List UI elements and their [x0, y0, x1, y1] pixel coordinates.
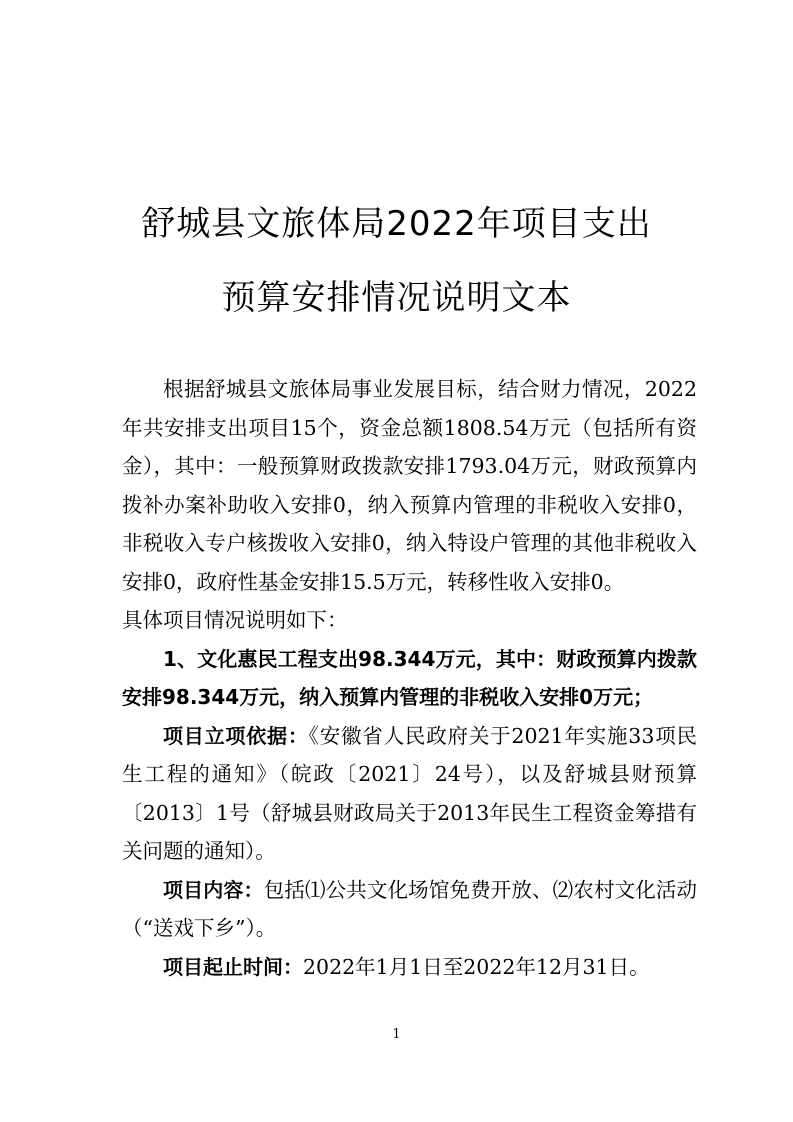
- item1-heading: 1、文化惠民工程支出98.344万元，其中：财政预算内拨款安排98.344万元，纳入预算内管理的非税收入安排0万元；: [122, 646, 697, 709]
- content-paragraph: [122, 871, 697, 948]
- document-body: [122, 370, 697, 986]
- content-label: 项目内容：: [163, 877, 264, 902]
- intro-text: 根据舒城县文旅体局事业发展目标，结合财力情况，2022年共安排支出项目15个，资金总额1808.54万元（包括所有资金），其中：一般预算财政拨款安排1793.04万元，财政预算内拨补办案补助收入安排0，纳入预算内管理的非税收入安排0，非税收入专户核拨收入安排0，纳入特设户管理的其他非税收入安排0，政府性基金安排15.5万元，转移性收入安排0。: [122, 377, 697, 594]
- intro-paragraph: [122, 370, 697, 640]
- document-title-line-1: 舒城县文旅体局2022年项目支出: [141, 204, 652, 244]
- basis-paragraph: [122, 717, 697, 871]
- period-label: 项目起止时间：: [163, 954, 303, 979]
- page-number: 1: [392, 1027, 401, 1042]
- basis-label: 项目立项依据：: [163, 723, 309, 748]
- period-text: 2022年1月1日至2022年12月31日。: [303, 954, 650, 979]
- period-paragraph: [122, 948, 697, 987]
- intro-tail: 具体项目情况说明如下：: [122, 608, 348, 632]
- content-text: 包括⑴公共文化场馆免费开放、⑵农村文化活动（“送戏下乡”）。: [122, 877, 698, 940]
- basis-text: 《安徽省人民政府关于2021年实施33项民生工程的通知》（皖政〔2021〕24号），以及舒城县财预算〔2013〕1号（舒城县财政局关于2013年民生工程资金筹措有关问题的通知）。: [122, 723, 698, 863]
- document-title-line-2: 预算安排情况说明文本: [221, 278, 572, 318]
